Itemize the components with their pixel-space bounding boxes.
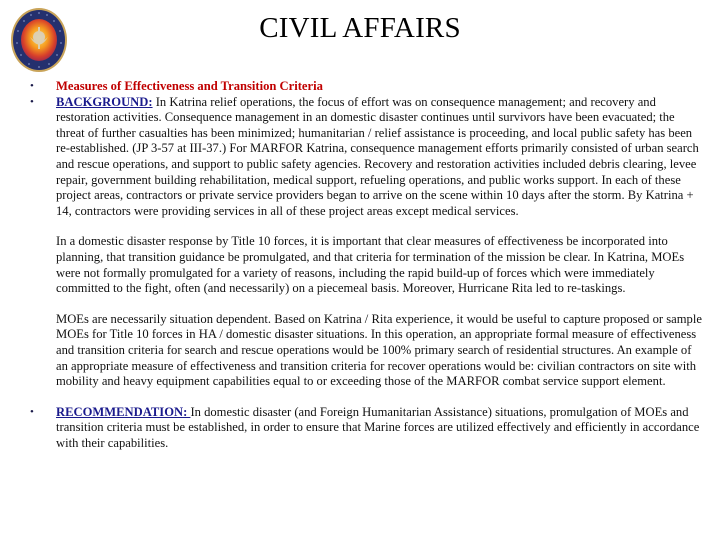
background-body: In Katrina relief operations, the focus of effort was on consequence management; and recovery and restoration activities. Consequence management in an domestic disaster continues until survivors have been evacuated; the threat of further casualties has been minimized; humanitarian / relief assistance is proceeding, and local public safety has been re-established. (JP 3-57 at III-37.) For MARFOR Katrina, consequence management efforts primarily consisted of urban search and rescue operations, and support to public safety agencies. Recovery and restoration activities included debris clearing, levee repair, government building rehabilitation, medical support, refueling operations, and public works support. In each of these project areas, contractors or private service providers began to arrive on the scene within 10 days after the storm. By Katrina + 14, contractors were providing services in all of these project areas except medical services. [56,94,699,218]
page-title: CIVIL AFFAIRS [259,12,461,44]
recommendation-body: In domestic disaster (and Foreign Humanitarian Assistance) situations, promulgation of MOEs and transition criteria must be established, in order to ensure that Marine forces are utilized effectively and efficiently in accordance with their capabilities. [56,404,700,450]
bullet-recommendation [30,405,705,452]
slide-body [30,79,705,451]
background-text [56,95,705,220]
bullet-background [30,95,705,220]
bullet-icon: • [30,405,34,418]
section-heading: Measures of Effectiveness and Transition Criteria [56,79,323,93]
recommendation-label: RECOMMENDATION: [56,404,191,419]
bullet-icon: • [30,95,34,108]
bullet-icon: • [30,80,34,92]
background-label: BACKGROUND: [56,94,153,109]
bullet-measures-heading [30,79,705,95]
paragraph-moe-situation: MOEs are necessarily situation dependent. Based on Katrina / Rita experience, it would be useful to capture proposed or sample MOEs for Title 10 forces in HA / domestic disaster situations. In this operation, an appropriate formal measure of effectiveness and transition criteria for search and rescue operations would be 100% primary search of residential structures. An example of an appropriate measure of effectiveness and transition criteria for recover operations would be: civilian contractors on site with mobility and heavy equipment capabilities equal to or exceeding those of the MARFOR combat service support element. [56,311,702,389]
paragraph-moe-planning: In a domestic disaster response by Title 10 forces, it is important that clear measures of effectiveness be incorporated into planning, that transition guidance be promulgated, and that criteria for termination of the mission be clear. In Katrina, MOEs were not formally promulgated for a variety of reasons, including the rapid build-up of forces which were immediately committed to the fight, often (and necessarily) on a piecemeal basis. Moreover, Hurricane Rita led to re-taskings. [56,234,685,296]
recommendation-text [56,405,705,452]
